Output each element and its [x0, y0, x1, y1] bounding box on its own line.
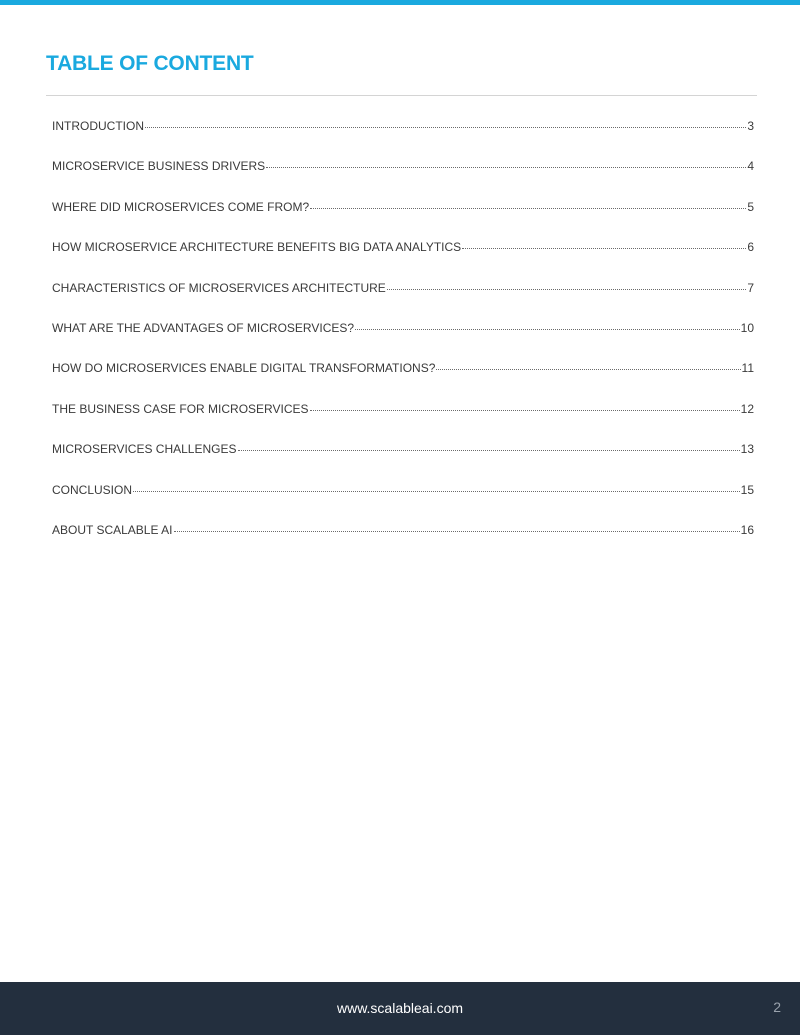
toc-dot-leader — [310, 410, 740, 411]
toc-dot-leader — [266, 167, 746, 168]
toc-entry-label: INTRODUCTION — [52, 119, 144, 133]
toc-entry[interactable] — [52, 321, 754, 361]
toc-entry-page: 7 — [747, 280, 754, 295]
toc-entry[interactable] — [52, 402, 754, 442]
top-accent-bar — [0, 0, 800, 5]
toc-entry[interactable] — [52, 281, 754, 321]
toc-entry-label: WHERE DID MICROSERVICES COME FROM? — [52, 199, 310, 214]
toc-entry-label: HOW DO MICROSERVICES ENABLE DIGITAL TRANSFORMATIONS? — [52, 361, 436, 376]
toc-list — [52, 119, 754, 563]
toc-entry-label: CHARACTERISTICS OF MICROSERVICES ARCHITECTURE — [52, 280, 386, 295]
toc-entry-page: 10 — [740, 320, 754, 335]
toc-entry[interactable] — [52, 361, 754, 401]
footer — [0, 982, 800, 1035]
toc-dot-leader — [238, 450, 740, 451]
toc-entry-page: 11 — [741, 361, 754, 376]
toc-entry-page: 3 — [747, 119, 754, 133]
toc-title: TABLE OF CONTENT — [46, 52, 254, 75]
toc-dot-leader — [355, 329, 740, 330]
toc-entry-page: 12 — [740, 401, 754, 416]
toc-entry[interactable] — [52, 200, 754, 240]
toc-entry[interactable] — [52, 240, 754, 280]
toc-entry-label: MICROSERVICES CHALLENGES — [52, 442, 237, 457]
footer-url[interactable]: www.scalableai.com — [336, 1000, 464, 1016]
toc-entry[interactable] — [52, 442, 754, 482]
toc-entry[interactable] — [52, 523, 754, 563]
toc-entry-label: CONCLUSION — [52, 482, 133, 497]
toc-dot-leader — [387, 289, 746, 290]
toc-entry-page: 6 — [747, 240, 754, 255]
toc-dot-leader — [133, 491, 740, 492]
toc-entry[interactable] — [52, 483, 754, 523]
toc-entry-page: 4 — [747, 159, 754, 174]
toc-entry[interactable] — [52, 119, 754, 159]
toc-entry[interactable] — [52, 159, 754, 199]
toc-entry-label: WHAT ARE THE ADVANTAGES OF MICROSERVICES? — [52, 320, 355, 335]
toc-entry-label: MICROSERVICE BUSINESS DRIVERS — [52, 159, 266, 174]
toc-entry-page: 13 — [740, 442, 754, 457]
toc-dot-leader — [174, 531, 740, 532]
toc-entry-label: HOW MICROSERVICE ARCHITECTURE BENEFITS BIG DATA ANALYTICS — [52, 240, 462, 255]
toc-entry-page: 15 — [740, 482, 754, 497]
footer-page-number: 2 — [773, 999, 781, 1015]
toc-dot-leader — [310, 208, 746, 209]
toc-dot-leader — [436, 369, 740, 370]
toc-dot-leader — [462, 248, 746, 249]
toc-entry-page: 16 — [740, 522, 754, 537]
title-divider — [46, 95, 757, 96]
toc-dot-leader — [145, 127, 746, 128]
toc-entry-page: 5 — [747, 199, 754, 214]
toc-entry-label: ABOUT SCALABLE AI — [52, 522, 173, 537]
toc-entry-label: THE BUSINESS CASE FOR MICROSERVICES — [52, 401, 309, 416]
